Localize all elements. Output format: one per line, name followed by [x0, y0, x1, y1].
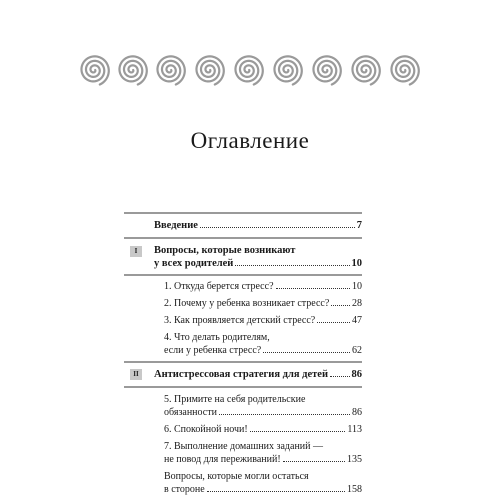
- spiral-ornament-icon: [78, 54, 110, 86]
- dot-leader: [317, 322, 350, 323]
- toc-item-title: 3. Как проявляется детский стресс?: [164, 315, 316, 326]
- toc-item-title: 4. Что делать родителям,: [164, 332, 270, 343]
- toc-item[interactable]: [124, 280, 362, 293]
- toc-item-title: обязанности: [164, 407, 217, 418]
- toc-entry-intro[interactable]: [124, 214, 362, 237]
- toc-entry-page: 86: [351, 369, 362, 380]
- spiral-ornament-icon: [154, 54, 186, 86]
- toc-part-title: Антистрессовая стратегия для детей: [154, 369, 329, 380]
- toc-item-title: если у ребенка стресс?: [164, 345, 262, 356]
- toc-item-title: 2. Почему у ребенка возникает стресс?: [164, 298, 330, 309]
- spiral-ornament-icon: [116, 54, 148, 86]
- toc-item-title: в стороне: [164, 484, 205, 495]
- toc-part-2-items: [124, 388, 362, 496]
- toc-item-page: 158: [347, 484, 362, 495]
- toc-item[interactable]: [124, 393, 362, 419]
- spiral-ornament-icon: [349, 54, 381, 86]
- toc-item-page: 113: [347, 424, 362, 435]
- toc-item[interactable]: [124, 423, 362, 436]
- toc-item-title: не повод для переживаний!: [164, 454, 281, 465]
- toc-part-1[interactable]: [124, 239, 362, 274]
- toc-item[interactable]: [124, 297, 362, 310]
- toc-item-page: 135: [347, 454, 362, 465]
- toc-item-page: 47: [352, 315, 362, 326]
- part-marker: I: [130, 246, 142, 257]
- dot-leader: [330, 376, 349, 377]
- toc-item[interactable]: [124, 440, 362, 466]
- toc-part-title: у всех родителей: [154, 258, 234, 269]
- toc-item-page: 62: [352, 345, 362, 356]
- spiral-ornament-icon: [193, 54, 225, 86]
- dot-leader: [283, 461, 345, 462]
- dot-leader: [263, 352, 350, 353]
- toc-part-2[interactable]: [124, 363, 362, 386]
- toc-item[interactable]: [124, 314, 362, 327]
- dot-leader: [235, 265, 349, 266]
- toc-part-title: Вопросы, которые возникают: [154, 245, 296, 256]
- toc-item-title: 6. Спокойной ночи!: [164, 424, 248, 435]
- decorative-spiral-border: [0, 54, 500, 88]
- part-marker: II: [130, 369, 142, 380]
- table-of-contents: [124, 212, 362, 496]
- dot-leader: [250, 431, 346, 432]
- spiral-ornament-icon: [232, 54, 264, 86]
- dot-leader: [207, 491, 345, 492]
- toc-item-page: 28: [352, 298, 362, 309]
- toc-part-1-items: [124, 276, 362, 361]
- dot-leader: [276, 288, 350, 289]
- toc-entry-page: 10: [351, 258, 362, 269]
- toc-entry-title: Введение: [154, 220, 198, 231]
- toc-entry-page: 7: [356, 220, 362, 231]
- toc-item-title: 1. Откуда берется стресс?: [164, 281, 274, 292]
- toc-item[interactable]: [124, 470, 362, 496]
- dot-leader: [331, 305, 350, 306]
- dot-leader: [200, 227, 355, 228]
- toc-item-title: 7. Выполнение домашних заданий —: [164, 441, 323, 452]
- page-title: Оглавление: [190, 128, 310, 153]
- dot-leader: [219, 414, 350, 415]
- spiral-ornament-icon: [310, 54, 342, 86]
- toc-item[interactable]: [124, 331, 362, 357]
- spiral-ornament-icon: [271, 54, 303, 86]
- toc-item-page: 10: [352, 281, 362, 292]
- toc-item-title: 5. Примите на себя родительские: [164, 394, 306, 405]
- toc-item-title: Вопросы, которые могли остаться: [164, 471, 309, 482]
- toc-item-page: 86: [352, 407, 362, 418]
- spiral-ornament-icon: [388, 54, 420, 86]
